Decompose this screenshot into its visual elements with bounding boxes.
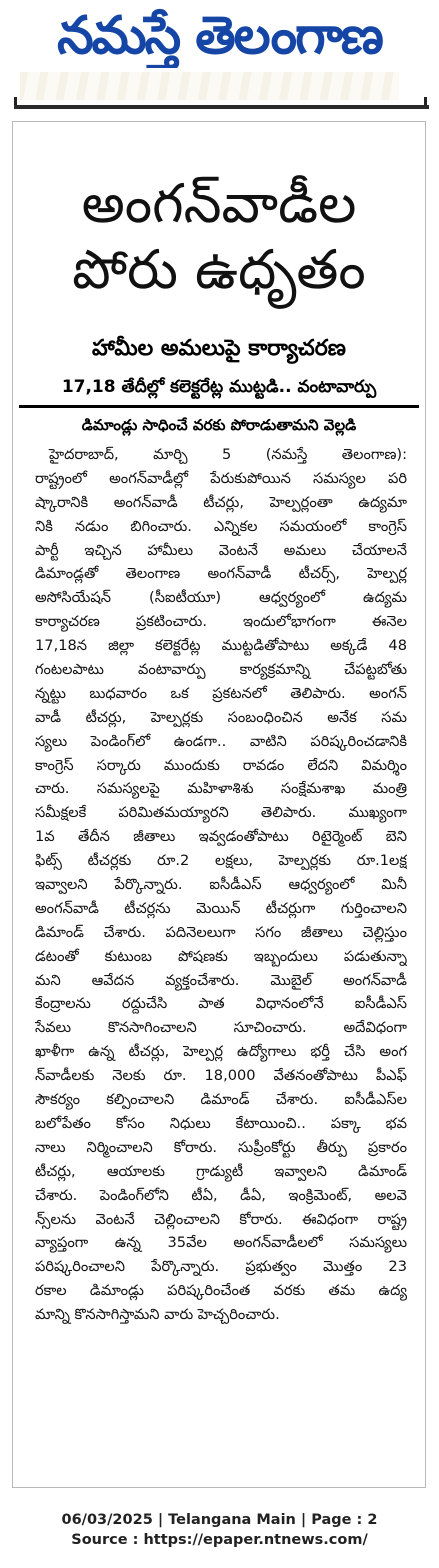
article-body-line: చారు. సమస్యలపై మహిళాశిశు సంక్షేమశాఖ మంత్రి (35, 780, 407, 798)
article-body-line: న్నట్టు బుధవారం ఒక ప్రకటనలో తెలిపారు. అంగన్ (35, 684, 407, 702)
article-body-line: సౌకర్యం కల్పించాలని డిమాండ్ చేశారు. ఐసీడీఎస్‌ల (35, 1091, 407, 1109)
masthead-sketch (20, 72, 399, 100)
article-body-line: రాష్ట్రంలో అంగన్‌వాడీల్లో పేరుకుపోయిన సమస్యల పరి (35, 469, 407, 487)
article-body-line: మాన్ని కొనసాగిస్తామని వారు హెచ్చరించారు. (35, 1306, 280, 1324)
article-body-line: సమీక్షలకే పరిమితమయ్యారని తెలిపారు. ముఖ్యంగా (35, 804, 407, 822)
article-body-line: చేశారు. పెండింగ్‌లోని టీఏ, డీఏ, ఇంక్రిమెంట్, అలవె (35, 1186, 407, 1204)
article-body-line: ఇవ్వాలని పేర్కొన్నారు. ఐసీడీఎస్ ఆధ్వర్యంలో మినీ (35, 876, 407, 894)
article-body-line: అంగన్‌వాడీ టీచర్లను మెయిన్ టీచర్లుగా గుర్తించాలని (35, 899, 407, 917)
footer-source-line: Source : https://epaper.ntnews.com/ (71, 1532, 368, 1548)
kicker-line: డిమాండ్లు సాధించే వరకు పోరాడుతామని వెల్లడి (81, 416, 357, 434)
headline-line-1: అంగన్‌వాడీల (81, 172, 357, 235)
article-body-line: వాడీ టీచర్లు, హెల్పర్లకు సంబంధించిన అనేక సమ (35, 708, 407, 726)
article-body-line: వ్యాప్తంగా ఉన్న 35వేల అంగన్‌వాడీలలో సమస్యలు (35, 1234, 407, 1252)
article-body-line: డటంతో కుటుంబ పోషణకు ఇబ్బందులు పడుతున్నా (35, 947, 407, 965)
deck-line: 17,18 తేదీల్లో కలెక్టరేట్ల ముట్టడి.. వంటావార్పు (61, 377, 377, 397)
masthead (0, 0, 439, 110)
headline-line-2: పోరు ఉధృతం (72, 238, 366, 301)
article-body-line: న్‌వాడీలకు నెలకు రూ. 18,000 వేతనంతోపాటు పీఎఫ్ (35, 1067, 407, 1085)
article-body (35, 443, 407, 1327)
article-clipping (12, 121, 426, 1488)
article-body-line: డిమాండ్ చేశారు. పదినెలలుగా సగం జీతాలు చెల్లిస్తుం (35, 923, 407, 941)
article-body-line: అసోసియేషన్ (సీఐటీయూ) ఆధ్వర్యంలో ఉద్యమ (35, 589, 407, 607)
headline-divider (19, 405, 419, 408)
article-body-line: నికి నడుం బిగించారు. ఎన్నికల సమయంలో కాంగ్రెస్ (35, 517, 407, 535)
article-body-line: 17,18న జిల్లా కలెక్టరేట్ల ముట్టడితోపాటు అక్కడే 48 (35, 637, 407, 655)
article-body-line: స్యలు పెండింగ్‌లో ఉండగా.. వాటిని పరిష్కరించడానికి (35, 732, 407, 750)
masthead-decoration (0, 72, 439, 110)
article-body-line: కేంద్రాలను రద్దుచేసి పాత విధానంలోనే ఐసీడీఎస్ (35, 995, 407, 1013)
footer-date-line: 06/03/2025 | Telangana Main | Page : 2 (61, 1512, 378, 1528)
article-body-line: బలోపేతం కోసం నిధులు కేటాయించి.. పక్కా భవ (35, 1114, 407, 1132)
article-body-line: పార్టీ ఇచ్చిన హామీలు వెంటనే అమలు చేయాలనే (35, 541, 407, 559)
article-body-line: హైదరాబాద్, మార్చి 5 (నమస్తే తెలంగాణ): (49, 446, 407, 463)
masthead-rule (14, 105, 429, 109)
article-body-line: డిమాండ్లతో తెలంగాణ అంగన్‌వాడీ టీచర్స్, హెల్పర్ల (35, 565, 407, 583)
article-body-line: కాంగ్రెస్ సర్కారు ముందుకు రావడం లేదని విమర్శిం (35, 756, 407, 774)
article-body-line: మని ఆవేదన వ్యక్తంచేశారు. మొబైల్ అంగన్‌వాడీ (35, 971, 407, 989)
article-body-line: ఖాళీగా ఉన్న టీచర్లు, హెల్పర్ల ఉద్యోగాలు భర్తీ చేసి అంగ (35, 1043, 407, 1061)
article-body-line: 1వ తేదీన జీతాలు ఇవ్వడంతోపాటు రిటైర్మెంట్ బెని (35, 828, 407, 846)
article-body-line: సేవలు కొనసాగించాలని సూచించారు. అదేవిధంగా (35, 1019, 407, 1037)
article-body-line: రకాల డిమాండ్లు పరిష్కరించేంత వరకు తమ ఉద్య (35, 1282, 407, 1300)
article-body-line: నాలు నిర్మించాలని కోరారు. సుప్రీంకోర్టు తీర్పు ప్రకారం (35, 1138, 407, 1156)
article-body-line: ష్కారానికి అంగన్‌వాడీ టీచర్లు, హెల్పర్లంతా ఉద్యమా (35, 493, 407, 511)
article-body-line: గంటలపాటు వంటావార్పు కార్యక్రమాన్ని చేపట్టబోతు (35, 661, 407, 679)
newspaper-logo: నమస్తే తెలంగాణ (57, 6, 382, 66)
subheadline: హామీల అమలుపై కార్యాచరణ (92, 336, 346, 361)
article-body-line: పరిష్కరించాలని పేర్కొన్నారు. ప్రభుత్వం మొత్తం 23 (35, 1258, 407, 1276)
article-body-line: ఫిట్స్ టీచర్లకు రూ.2 లక్షలు, హెల్పర్లకు రూ.1లక్ష (35, 852, 407, 870)
article-body-line: న్స్‌లను వెంటనే చెల్లించాలని కోరారు. ఈవిధంగా రాష్ట్ర (35, 1210, 407, 1228)
article-body-line: కార్యాచరణ ప్రకటించారు. ఇందులోభాగంగా ఈనెల (35, 613, 407, 631)
article-body-line: టీచర్లు, ఆయాలకు గ్రాడ్యుటీ ఇవ్వాలని డిమాండ్ (35, 1162, 407, 1180)
